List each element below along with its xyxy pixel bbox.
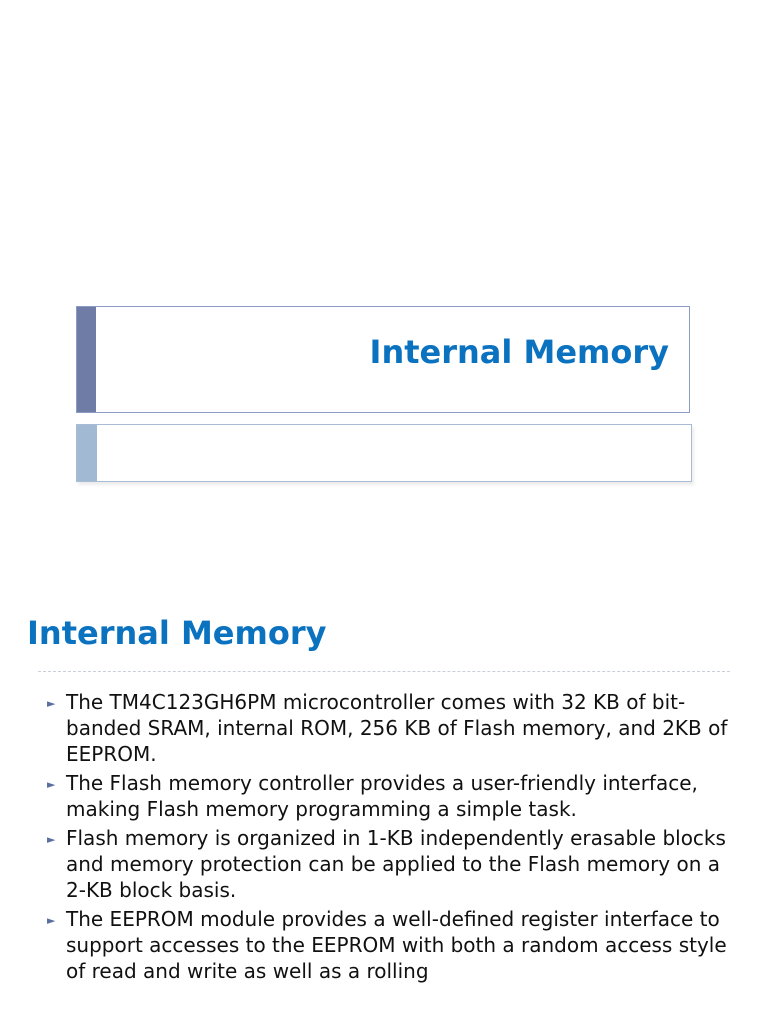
triangle-right-icon: ► <box>47 697 56 710</box>
content-slide-heading: Internal Memory <box>27 614 327 652</box>
list-item <box>42 906 732 984</box>
list-item <box>42 770 732 822</box>
triangle-right-icon: ► <box>47 833 56 846</box>
heading-divider <box>38 671 730 672</box>
list-item <box>42 825 732 903</box>
title-accent-bar <box>77 307 96 412</box>
slide-title: Internal Memory <box>369 333 669 371</box>
triangle-right-icon: ► <box>47 778 56 791</box>
bullet-list <box>42 689 732 987</box>
bullet-text: The EEPROM module provides a well-defined register interface to support accesses to the EEPROM with both a random access style of read and write as well as a rolling <box>66 907 727 983</box>
bullet-text: The TM4C123GH6PM microcontroller comes with 32 KB of bit-banded SRAM, internal ROM, 256 KB of Flash memory, and 2KB of EEPROM. <box>66 690 728 766</box>
triangle-right-icon: ► <box>47 914 56 927</box>
bullet-text: The Flash memory controller provides a user-friendly interface, making Flash memory programming a simple task. <box>66 771 698 821</box>
subtitle-placeholder <box>76 424 692 482</box>
bullet-text: Flash memory is organized in 1-KB independently erasable blocks and memory protection can be applied to the Flash memory on a 2-KB block basis. <box>66 826 726 902</box>
subtitle-accent-bar <box>77 425 97 481</box>
title-placeholder <box>76 306 690 413</box>
list-item <box>42 689 732 767</box>
